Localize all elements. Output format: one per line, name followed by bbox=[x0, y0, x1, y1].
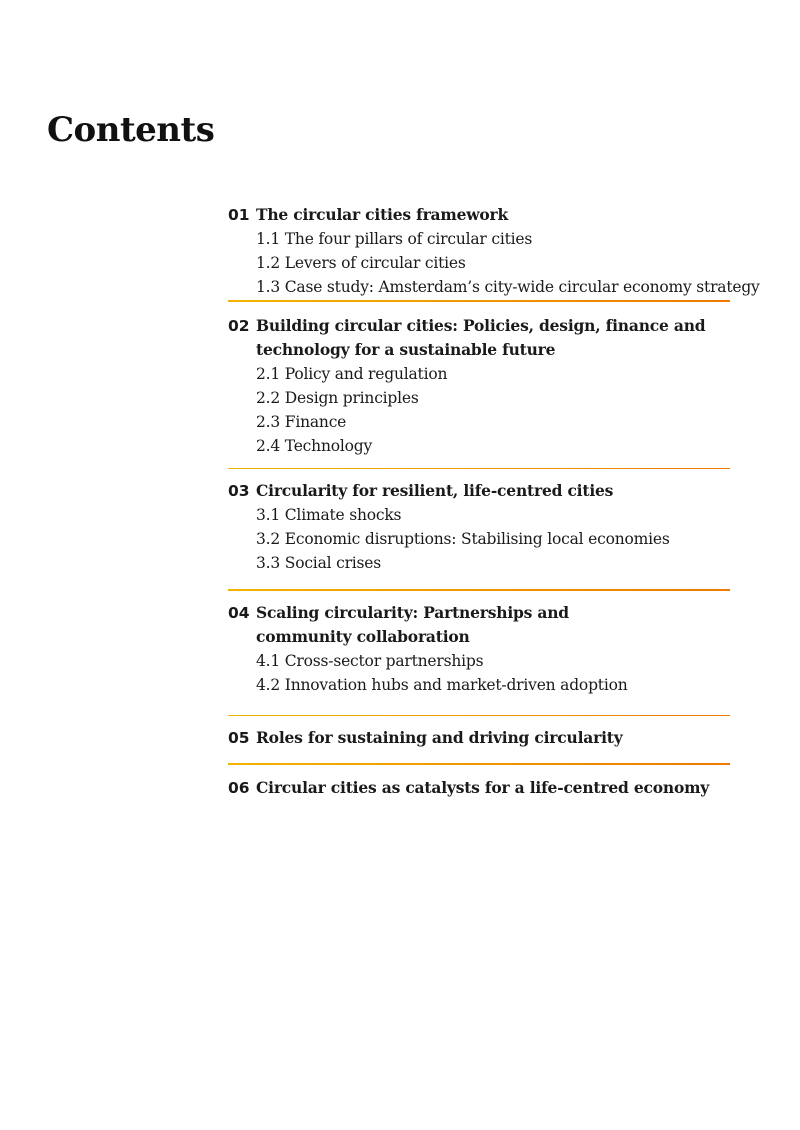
toc-item[interactable]: 1.3 Case study: Amsterdam’s city-wide circular economy strategy bbox=[256, 278, 760, 296]
section-title[interactable]: Roles for sustaining and driving circularity bbox=[256, 728, 623, 747]
section-title[interactable]: Building circular cities: Policies, design, finance and bbox=[256, 315, 706, 335]
section-title-continued[interactable]: community collaboration bbox=[256, 626, 470, 646]
toc-item[interactable]: 4.2 Innovation hubs and market-driven adoption bbox=[256, 675, 628, 694]
toc-item[interactable]: 2.2 Design principles bbox=[256, 388, 419, 407]
toc-section-02[interactable] bbox=[228, 314, 730, 458]
section-number: 01 bbox=[228, 206, 250, 224]
toc-section-05[interactable] bbox=[228, 726, 730, 750]
section-number: 04 bbox=[228, 603, 250, 622]
toc-section-01[interactable] bbox=[228, 203, 760, 299]
toc-item[interactable]: 2.1 Policy and regulation bbox=[256, 364, 448, 383]
toc-item[interactable]: 3.1 Climate shocks bbox=[256, 506, 402, 524]
page-title: Contents bbox=[47, 110, 215, 150]
toc-item[interactable]: 3.3 Social crises bbox=[256, 554, 382, 572]
toc-section-06[interactable] bbox=[228, 776, 730, 800]
section-divider bbox=[228, 715, 730, 717]
toc-section-03[interactable] bbox=[228, 479, 730, 575]
section-number: 06 bbox=[228, 778, 250, 797]
section-title[interactable]: The circular cities framework bbox=[256, 205, 509, 224]
toc-item[interactable]: 2.3 Finance bbox=[256, 412, 347, 431]
section-title[interactable]: Circular cities as catalysts for a life-centred economy bbox=[256, 777, 710, 797]
toc-item[interactable]: 4.1 Cross-sector partnerships bbox=[256, 651, 484, 670]
section-divider bbox=[228, 763, 730, 765]
toc-item[interactable]: 1.1 The four pillars of circular cities bbox=[256, 230, 533, 248]
table-of-contents bbox=[228, 203, 760, 800]
section-title-continued[interactable]: technology for a sustainable future bbox=[256, 339, 556, 359]
toc-item[interactable]: 1.2 Levers of circular cities bbox=[256, 254, 466, 272]
section-divider bbox=[228, 468, 730, 470]
section-title[interactable]: Circularity for resilient, life-centred cities bbox=[256, 481, 614, 500]
toc-item[interactable]: 3.2 Economic disruptions: Stabilising local economies bbox=[256, 530, 670, 548]
section-title[interactable]: Scaling circularity: Partnerships and bbox=[256, 602, 569, 622]
toc-item[interactable]: 2.4 Technology bbox=[256, 436, 373, 455]
section-divider bbox=[228, 300, 730, 302]
section-divider bbox=[228, 589, 730, 591]
section-number: 02 bbox=[228, 316, 250, 335]
section-number: 05 bbox=[228, 729, 250, 747]
section-number: 03 bbox=[228, 482, 250, 500]
toc-section-04[interactable] bbox=[228, 601, 730, 697]
